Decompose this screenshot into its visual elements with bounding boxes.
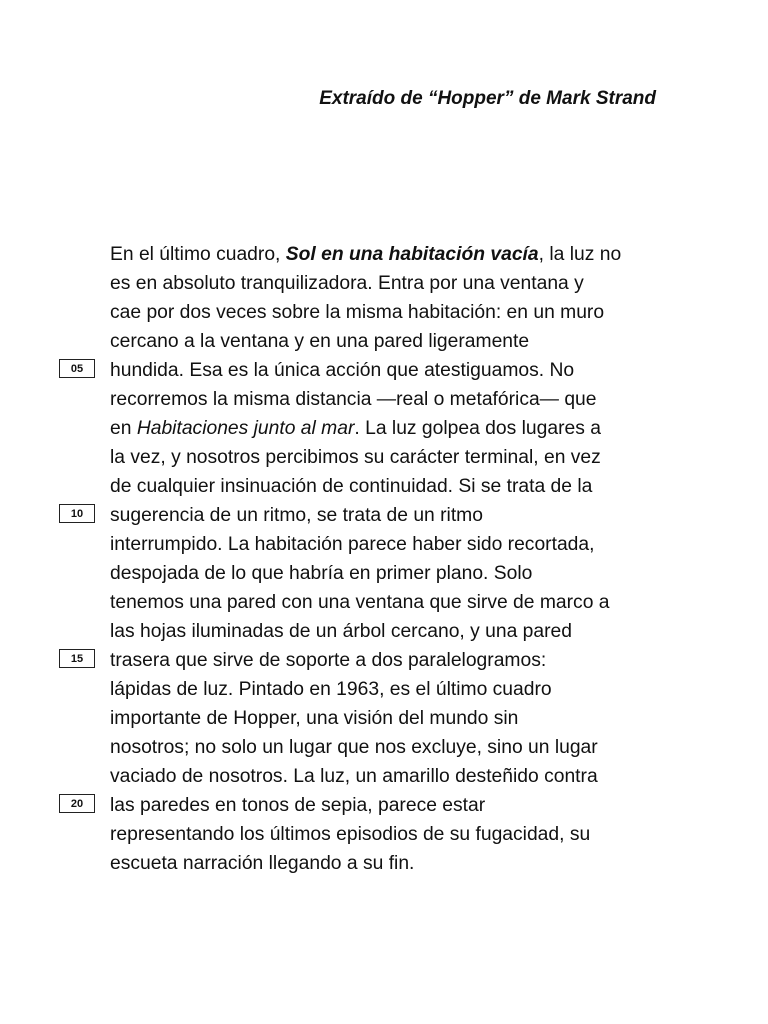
passage-line-9: de cualquier insinuación de continuidad. Si se trata de la	[110, 476, 593, 497]
painting-title-habitaciones: Habitaciones junto al mar	[136, 418, 355, 439]
passage-text	[110, 240, 670, 878]
passage-line-14: las hojas iluminadas de un árbol cercano, y una pared	[110, 621, 572, 642]
line-7-text-a: en	[110, 418, 137, 439]
passage-line-22: escueta narración llegando a su fin.	[110, 853, 415, 874]
passage-line-1	[110, 240, 670, 269]
passage-line-3: cae por dos veces sobre la misma habitación: en un muro	[110, 302, 605, 323]
line-number-15: 15	[59, 649, 95, 668]
line-1-text-c: , la luz no	[538, 244, 622, 265]
passage-line-19: vaciado de nosotros. La luz, un amarillo desteñido contra	[110, 766, 598, 787]
passage-line-8: la vez, y nosotros percibimos su carácter terminal, en vez	[110, 447, 601, 468]
line-1-text-a: En el último cuadro,	[110, 244, 286, 265]
line-7-text-c: . La luz golpea dos lugares a	[354, 418, 601, 439]
passage-line-20: las paredes en tonos de sepia, parece estar	[110, 795, 486, 816]
passage-line-16: lápidas de luz. Pintado en 1963, es el último cuadro	[110, 679, 552, 700]
passage-line-18: nosotros; no solo un lugar que nos excluye, sino un lugar	[110, 737, 598, 758]
passage-line-11: interrumpido. La habitación parece haber sido recortada,	[110, 534, 595, 555]
passage-line-2: es en absoluto tranquilizadora. Entra por una ventana y	[110, 273, 584, 294]
passage-line-12: despojada de lo que habría en primer plano. Solo	[110, 563, 533, 584]
line-number-05: 05	[59, 359, 95, 378]
passage-line-4: cercano a la ventana y en una pared ligeramente	[110, 331, 530, 352]
document-title: Extraído de “Hopper” de Mark Strand	[319, 88, 656, 109]
painting-title-sol: Sol en una habitación vacía	[285, 244, 539, 265]
passage-line-13: tenemos una pared con una ventana que sirve de marco a	[110, 592, 610, 613]
passage-line-7	[110, 414, 670, 443]
passage-line-15: trasera que sirve de soporte a dos paralelogramos:	[110, 650, 547, 671]
passage-line-10: sugerencia de un ritmo, se trata de un ritmo	[110, 505, 483, 526]
passage-line-5: hundida. Esa es la única acción que atestiguamos. No	[110, 360, 575, 381]
passage-line-17: importante de Hopper, una visión del mundo sin	[110, 708, 519, 729]
line-number-10: 10	[59, 504, 95, 523]
line-number-20: 20	[59, 794, 95, 813]
passage-line-6: recorremos la misma distancia —real o metafórica— que	[110, 389, 597, 410]
passage-line-21: representando los últimos episodios de su fugacidad, su	[110, 824, 591, 845]
